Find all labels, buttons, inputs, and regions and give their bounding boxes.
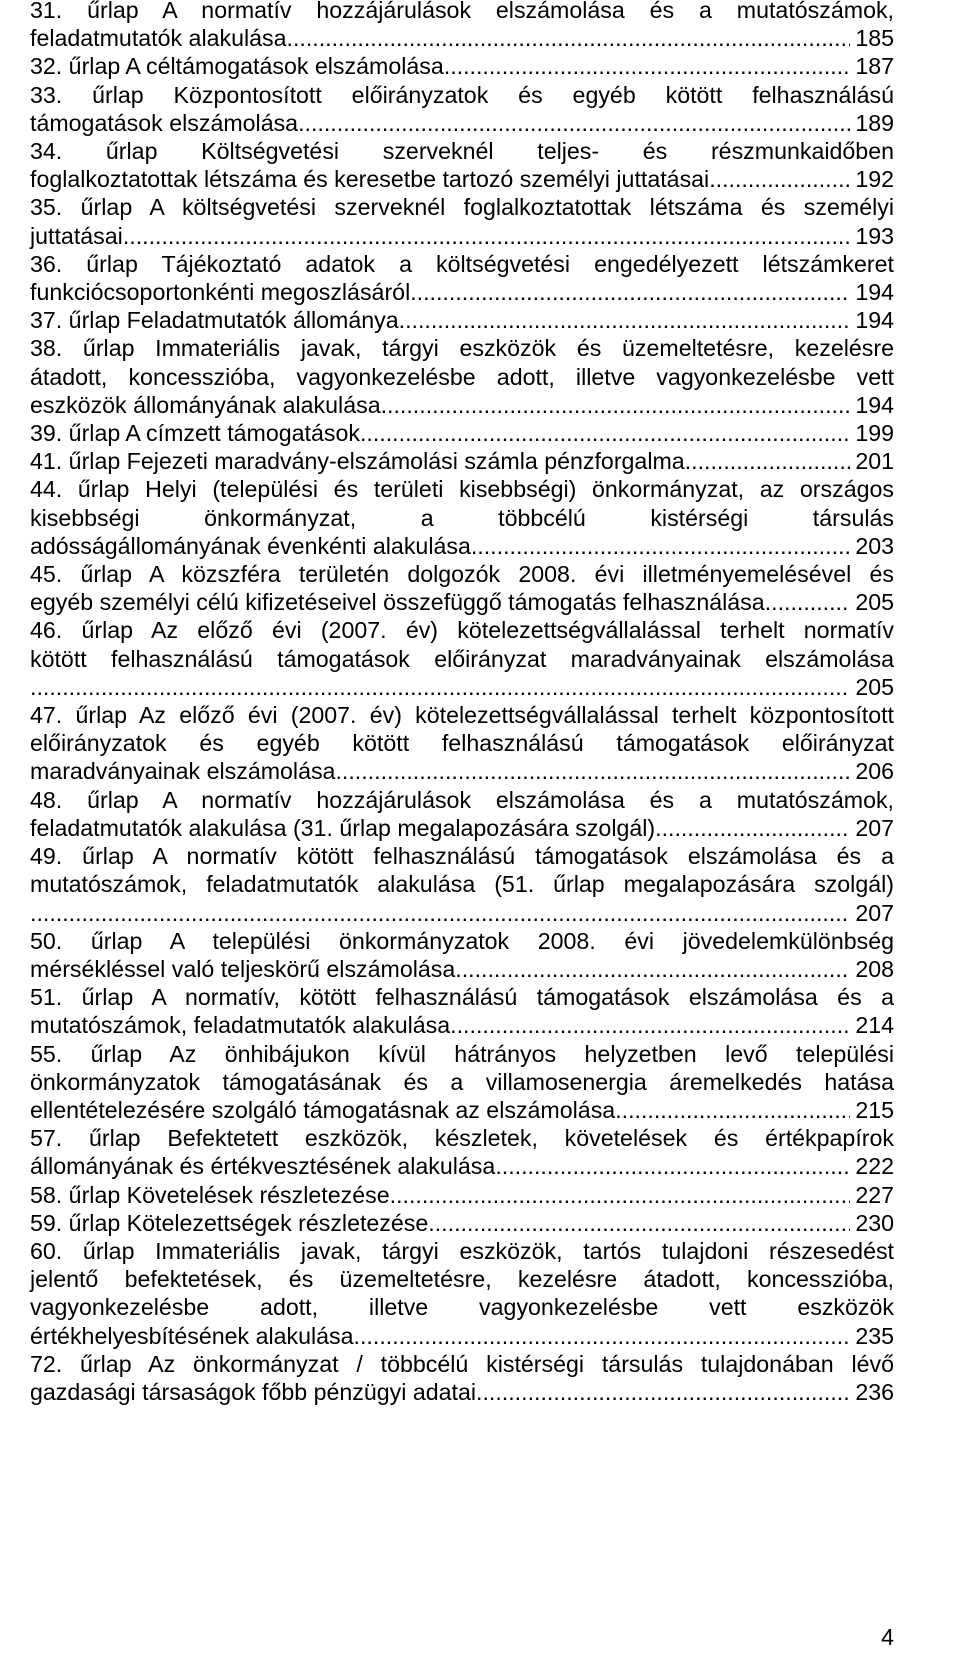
toc-entry-title: adósságállományának évenkénti alakulása: [30, 532, 471, 559]
toc-entry-title: egyéb személyi célú kifizetéseivel összefüggő támogatás felhasználása: [30, 589, 765, 616]
dot-leader: [354, 1322, 851, 1350]
toc-entry[interactable]: [30, 1124, 894, 1180]
toc-entry-title: feladatmutatók alakulása (31. űrlap megalapozására szolgál): [30, 814, 656, 841]
toc-page-number: 207: [855, 899, 894, 926]
toc-entry[interactable]: [30, 1350, 894, 1406]
toc-entry-line: 34. űrlap Költségvetési szerveknél teljes- és részmunkaidőben: [30, 138, 894, 165]
toc-entry-last-line: [30, 1322, 894, 1350]
toc-page-number: 230: [855, 1209, 894, 1236]
toc-entry-last-line: [30, 1209, 894, 1237]
toc-entry-last-line: [30, 447, 894, 475]
dot-leader: [298, 109, 850, 137]
toc-page-number: 189: [855, 109, 894, 136]
toc-page-number: 205: [855, 673, 894, 700]
toc-entry-last-line: [30, 1096, 894, 1124]
toc-entry-line: 45. űrlap A közszféra területén dolgozók 2008. évi illetményemelésével és: [30, 561, 894, 588]
toc-page-number: 236: [855, 1378, 894, 1405]
toc-entry-last-line: [30, 1181, 894, 1209]
toc-entry-last-line: [30, 588, 894, 616]
toc-entry-title: 59. űrlap Kötelezettségek részletezése: [30, 1209, 429, 1236]
dot-leader: [399, 306, 851, 334]
toc-entry-title: maradványainak elszámolása: [30, 758, 336, 785]
toc-entry-title: értékhelyesbítésének alakulása: [30, 1322, 354, 1349]
toc-page-number: 222: [855, 1153, 894, 1180]
dot-leader: [381, 391, 851, 419]
toc-entry-title: funkciócsoportonkénti megoszlásáról: [30, 279, 411, 306]
toc-entry[interactable]: [30, 137, 894, 193]
toc-page-number: 187: [855, 53, 894, 80]
toc-entry[interactable]: [30, 983, 894, 1039]
dot-leader: [287, 24, 851, 52]
toc-entry[interactable]: [30, 1209, 894, 1237]
toc-entry-title: 41. űrlap Fejezeti maradvány-elszámolási számla pénzforgalma: [30, 448, 685, 475]
toc-entry[interactable]: [30, 1181, 894, 1209]
toc-entry[interactable]: [30, 52, 894, 80]
dot-leader: [765, 588, 851, 616]
toc-entry-line: mutatószámok, feladatmutatók alakulása (51. űrlap megalapozására szolgál): [30, 871, 894, 898]
toc-entry-title: juttatásai: [30, 222, 123, 249]
toc-entry-line: 46. űrlap Az előző évi (2007. év) kötelezettségvállalással terhelt normatív: [30, 617, 894, 644]
toc-entry-last-line: [30, 165, 894, 193]
toc-entry[interactable]: [30, 306, 894, 334]
toc-entry[interactable]: [30, 334, 894, 419]
toc-entry[interactable]: [30, 842, 894, 927]
dot-leader: [655, 814, 850, 842]
toc-entry-title: mutatószámok, feladatmutatók alakulása: [30, 1012, 451, 1039]
dot-leader: [471, 532, 850, 560]
toc-entry[interactable]: [30, 560, 894, 616]
toc-entry-last-line: [30, 899, 894, 927]
toc-entry-line: átadott, koncesszióba, vagyonkezelésbe adott, illetve vagyonkezelésbe vett: [30, 363, 894, 390]
toc-entry-last-line: [30, 532, 894, 560]
toc-entry-last-line: [30, 1011, 894, 1039]
toc-entry-last-line: [30, 222, 894, 250]
dot-leader: [360, 419, 850, 447]
toc-entry-line: 31. űrlap A normatív hozzájárulások elszámolása és a mutatószámok,: [30, 0, 894, 23]
toc-entry[interactable]: [30, 701, 894, 786]
toc-page-number: 193: [855, 222, 894, 249]
dot-leader: [428, 1209, 850, 1237]
toc-entry-last-line: [30, 419, 894, 447]
toc-entry-title: feladatmutatók alakulása: [30, 25, 287, 52]
toc-entry-line: jelentő befektetések, és üzemeltetésre, kezelésre átadott, koncesszióba,: [30, 1266, 894, 1293]
dot-leader: [30, 899, 850, 927]
toc-page-number: 199: [855, 420, 894, 447]
toc-page-number: 185: [855, 25, 894, 52]
toc-entry-last-line: [30, 52, 894, 80]
toc-entry-title: támogatások elszámolása: [30, 109, 299, 136]
toc-entry-line: 47. űrlap Az előző évi (2007. év) kötelezettségvállalással terhelt központosított: [30, 702, 894, 729]
toc-entry-last-line: [30, 1152, 894, 1180]
dot-leader: [444, 52, 851, 80]
toc-entry[interactable]: [30, 447, 894, 475]
dot-leader: [123, 222, 851, 250]
toc-page-number: 194: [855, 307, 894, 334]
toc-entry[interactable]: [30, 786, 894, 842]
toc-page-number: 227: [855, 1181, 894, 1208]
dot-leader: [455, 955, 850, 983]
toc-entry-line: önkormányzatok támogatásának és a villamosenergia áremelkedés hatása: [30, 1068, 894, 1095]
toc-entry-title: 32. űrlap A céltámogatások elszámolása: [30, 53, 444, 80]
toc-entry-line: 48. űrlap A normatív hozzájárulások elszámolása és a mutatószámok,: [30, 786, 894, 813]
toc-entry-line: előirányzatok és egyéb kötött felhasználású támogatások előirányzat: [30, 730, 894, 757]
toc-entry[interactable]: [30, 616, 894, 701]
toc-page-number: 214: [855, 1012, 894, 1039]
toc-entry-title: mérsékléssel való teljeskörű elszámolása: [30, 955, 456, 982]
toc-entry-last-line: [30, 278, 894, 306]
toc-entry-last-line: [30, 955, 894, 983]
toc-entry-line: 49. űrlap A normatív kötött felhasználású támogatások elszámolása és a: [30, 843, 894, 870]
toc-entry[interactable]: [30, 927, 894, 983]
dot-leader: [495, 1152, 850, 1180]
toc-entry-title: 58. űrlap Követelések részletezése: [30, 1181, 390, 1208]
toc-entry-line: vagyonkezelésbe adott, illetve vagyonkezelésbe vett eszközök: [30, 1294, 894, 1321]
toc-entry-last-line: [30, 814, 894, 842]
dot-leader: [410, 278, 850, 306]
toc-page-number: 194: [855, 279, 894, 306]
toc-page-number: 203: [855, 532, 894, 559]
toc-entry-last-line: [30, 391, 894, 419]
toc-entry-line: kisebbségi önkormányzat, a többcélú kistérségi társulás: [30, 504, 894, 531]
toc-entry[interactable]: [30, 193, 894, 249]
toc-page-number: 192: [855, 166, 894, 193]
toc-entry-title: eszközök állományának alakulása: [30, 391, 381, 418]
toc-page-number: 194: [855, 391, 894, 418]
toc-entry-line: kötött felhasználású támogatások előirányzat maradványainak elszámolása: [30, 645, 894, 672]
toc-entry-line: 36. űrlap Tájékoztató adatok a költségvetési engedélyezett létszámkeret: [30, 250, 894, 277]
toc-entry-last-line: [30, 109, 894, 137]
toc-entry-last-line: [30, 306, 894, 334]
toc-entry-last-line: [30, 1378, 894, 1406]
page-number: 4: [881, 1624, 894, 1650]
toc-entry-line: 72. űrlap Az önkormányzat / többcélú kistérségi társulás tulajdonában lévő: [30, 1350, 894, 1377]
toc-entry[interactable]: [30, 250, 894, 306]
toc-entry-line: 38. űrlap Immateriális javak, tárgyi eszközök és üzemeltetésre, kezelésre: [30, 335, 894, 362]
toc-page-number: 207: [855, 814, 894, 841]
toc-entry[interactable]: [30, 81, 894, 137]
toc-page-number: 206: [855, 758, 894, 785]
dot-leader: [30, 673, 850, 701]
toc-page-number: 235: [855, 1322, 894, 1349]
toc-entry[interactable]: [30, 0, 894, 52]
toc-entry-line: 51. űrlap A normatív, kötött felhasználású támogatások elszámolása és a: [30, 984, 894, 1011]
toc-entry[interactable]: [30, 1237, 894, 1350]
toc-entry-last-line: [30, 673, 894, 701]
toc-entry-line: 35. űrlap A költségvetési szerveknél foglalkoztatottak létszáma és személyi: [30, 194, 894, 221]
toc-entry-line: 33. űrlap Központosított előirányzatok és egyéb kötött felhasználású: [30, 81, 894, 108]
toc-entry-title: állományának és értékvesztésének alakulása: [30, 1153, 496, 1180]
dot-leader: [390, 1181, 851, 1209]
dot-leader: [685, 447, 851, 475]
table-of-contents: [30, 0, 894, 1406]
toc-entry-title: 39. űrlap A címzett támogatások: [30, 420, 360, 447]
toc-entry-line: 50. űrlap A települési önkormányzatok 2008. évi jövedelemkülönbség: [30, 927, 894, 954]
toc-entry[interactable]: [30, 419, 894, 447]
toc-entry-line: 55. űrlap Az önhibájukon kívül hátrányos helyzetben levő települési: [30, 1040, 894, 1067]
toc-entry-last-line: [30, 757, 894, 785]
dot-leader: [476, 1378, 850, 1406]
toc-entry-line: 57. űrlap Befektetett eszközök, készletek, követelések és értékpapírok: [30, 1125, 894, 1152]
toc-entry-last-line: [30, 24, 894, 52]
toc-page-number: 205: [855, 589, 894, 616]
dot-leader: [709, 165, 850, 193]
dot-leader: [450, 1011, 850, 1039]
toc-entry-title: gazdasági társaságok főbb pénzügyi adatai: [30, 1378, 477, 1405]
dot-leader: [615, 1096, 850, 1124]
toc-entry-title: ellentételezésére szolgáló támogatásnak az elszámolása: [30, 1096, 616, 1123]
toc-entry-line: 60. űrlap Immateriális javak, tárgyi eszközök, tartós tulajdoni részesedést: [30, 1237, 894, 1264]
toc-page-number: 201: [855, 448, 894, 475]
toc-entry-title: 37. űrlap Feladatmutatók állománya: [30, 307, 399, 334]
toc-entry[interactable]: [30, 1040, 894, 1125]
toc-entry-title: foglalkoztatottak létszáma és keresetbe tartozó személyi juttatásai: [30, 166, 710, 193]
toc-entry[interactable]: [30, 475, 894, 560]
toc-entry-line: 44. űrlap Helyi (települési és területi kisebbségi) önkormányzat, az országos: [30, 476, 894, 503]
toc-page-number: 215: [855, 1096, 894, 1123]
toc-page-number: 208: [855, 955, 894, 982]
dot-leader: [335, 757, 850, 785]
